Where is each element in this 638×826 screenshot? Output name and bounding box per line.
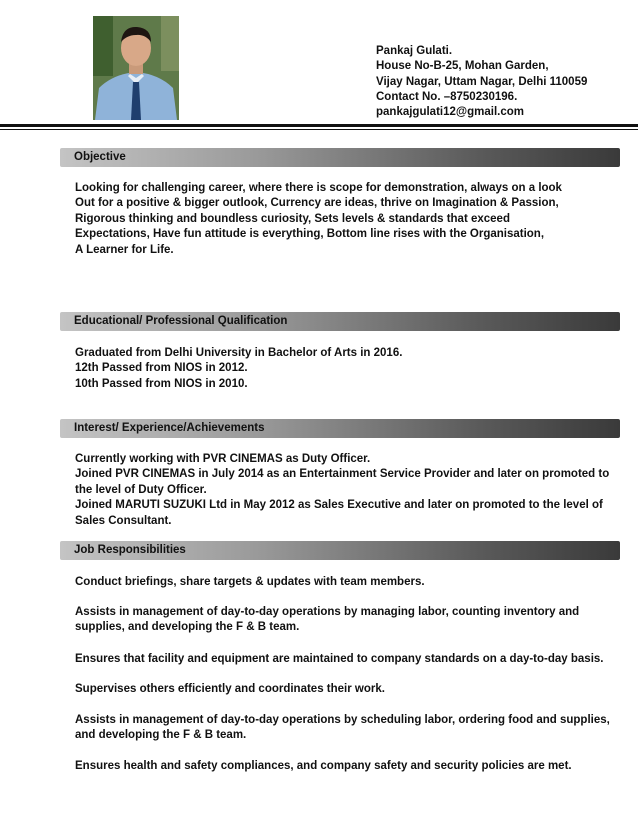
responsibility-line: Ensures health and safety compliances, and company safety and security policies are met. [75,760,572,772]
responsibility-line: and developing the F & B team. [75,729,247,742]
section-title-responsibilities: Job Responsibilities [74,544,186,556]
responsibility-line: Assists in management of day-to-day operations by managing labor, counting inventory and [75,606,580,618]
address-line-1: House No-B-25, Mohan Garden, [376,60,549,73]
section-header-responsibilities [60,541,620,560]
address-line-2: Vijay Nagar, Uttam Nagar, Delhi 110059 [376,75,588,88]
responsibility-line: Ensures that facility and equipment are maintained to company standards on a day-to-day basis. [75,653,604,665]
responsibility-line: Supervises others efficiently and coordinates their work. [75,683,385,695]
responsibility-line: Conduct briefings, share targets & updates with team members. [75,576,425,588]
objective-line: Expectations, Have fun attitude is everything, Bottom line rises with the Organisation, [75,228,545,241]
section-title-education: Educational/ Professional Qualification [74,315,288,327]
objective-line: Rigorous thinking and boundless curiosity, Sets levels & standards that exceed [75,212,510,225]
experience-line: Sales Consultant. [75,514,172,527]
experience-line: Currently working with PVR CINEMAS as Duty Officer. [75,453,371,465]
experience-text [75,452,610,529]
header-divider-thick [0,124,638,127]
responsibility-item [75,575,610,590]
objective-line: A Learner for Life. [75,243,174,256]
education-line: 12th Passed from NIOS in 2012. [75,362,248,375]
profile-photo [93,16,179,120]
experience-line: Joined MARUTI SUZUKI Ltd in May 2012 as Sales Executive and later on promoted to the level of [75,499,603,512]
section-header-objective [60,148,620,167]
profile-photo-illustration [93,16,179,120]
responsibility-line: supplies, and developing the F & B team. [75,621,300,634]
education-text [75,346,610,392]
section-header-experience [60,419,620,438]
responsibility-item [75,713,610,744]
section-title-objective: Objective [74,151,126,163]
objective-line: Looking for challenging career, where there is scope for demonstration, always on a look [75,182,562,194]
candidate-name: Pankaj Gulati. [376,45,453,57]
contact-number: Contact No. –8750230196. [376,90,518,103]
objective-text [75,181,610,258]
responsibility-item [75,652,610,667]
email-address: pankajgulati12@gmail.com [376,106,524,119]
responsibility-item [75,605,610,636]
experience-line: the level of Duty Officer. [75,483,207,496]
responsibility-item [75,759,610,774]
education-line: 10th Passed from NIOS in 2010. [75,377,248,390]
section-title-experience: Interest/ Experience/Achievements [74,422,265,434]
education-line: Graduated from Delhi University in Bachelor of Arts in 2016. [75,347,403,359]
contact-block [376,44,587,120]
responsibility-item [75,682,610,697]
responsibility-line: Assists in management of day-to-day operations by scheduling labor, ordering food and supplies, [75,714,610,726]
objective-line: Out for a positive & bigger outlook, Currency are ideas, thrive on Imagination & Passion, [75,197,559,210]
section-header-education [60,312,620,331]
experience-line: Joined PVR CINEMAS in July 2014 as an Entertainment Service Provider and later on promoted to [75,468,610,481]
header-divider-thin [0,129,638,130]
